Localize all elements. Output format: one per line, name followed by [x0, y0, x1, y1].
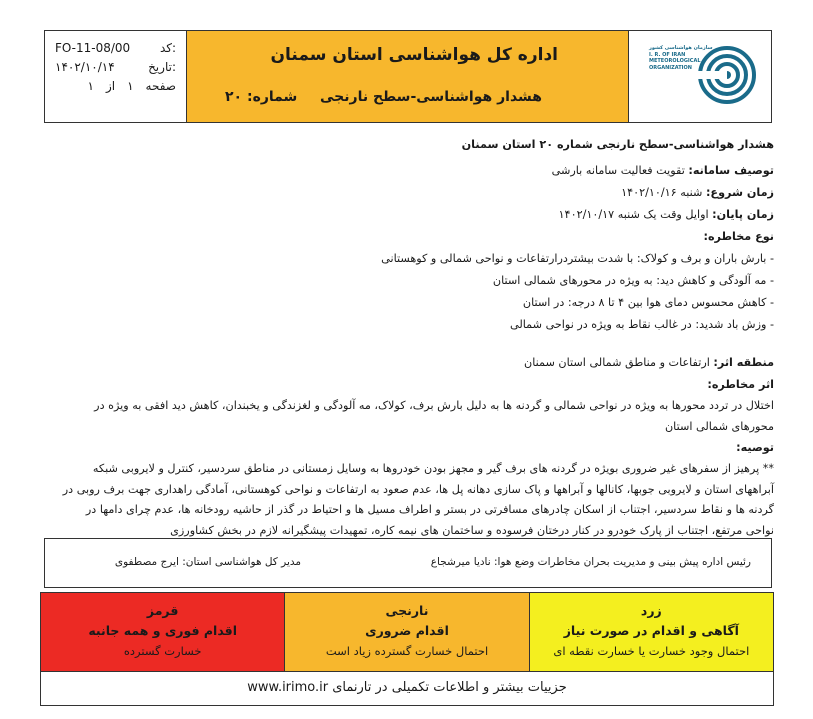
- forecast-head-signature: رئیس اداره پیش بینی و مدیریت بحران مخاطرات وضع هوا: نادیا میرشجاع: [430, 556, 751, 568]
- system-label: توصیف سامانه:: [688, 164, 774, 177]
- system-row: [56, 160, 774, 182]
- date-label: تاریخ:: [148, 60, 176, 74]
- level-yellow-action: آگاهی و اقدام در صورت نیاز: [563, 623, 739, 638]
- effect-text: اختلال در تردد محورها به ویژه در نواحی شمالی و گردنه ها به دلیل بارش برف، کولاک، مه آلودگی و لغزندگی و یخبندان، کاهش دید افقی به ویژه در محورهای شمالی استان: [94, 399, 774, 433]
- area-row: [56, 352, 774, 374]
- end-label: زمان پایان:: [712, 208, 774, 221]
- level-orange-action: اقدام ضروری: [365, 623, 449, 638]
- director-signature: مدیر کل هواشناسی استان: ایرج مصطفوی: [114, 556, 301, 568]
- area-value: ارتفاعات و مناطق شمالی استان سمنان: [524, 356, 714, 369]
- code-value: FO-11-08/00: [55, 41, 131, 55]
- document-meta: [45, 31, 187, 122]
- level-red: [41, 593, 285, 671]
- area-label: منطقه اثر:: [713, 356, 774, 369]
- warning-body: [56, 134, 774, 541]
- logo-text: سازمان هواشناسی کشور I. R. OF IRAN METEOROLOGICAL ORGANIZATION: [649, 45, 713, 71]
- page-number: ۱: [127, 79, 134, 93]
- level-orange-desc: احتمال خسارت گسترده زیاد است: [325, 644, 489, 658]
- effect-label: اثر مخاطره:: [707, 378, 774, 391]
- level-red-desc: خسارت گسترده: [123, 644, 202, 658]
- warning-subtitle: هشدار هواشناسی-سطح نارنجی: [320, 89, 542, 105]
- level-red-name: قرمز: [146, 603, 179, 618]
- warning-levels-legend: [40, 592, 774, 672]
- level-yellow-name: زرد: [640, 603, 662, 618]
- warning-heading: هشدار هواشناسی-سطح نارنجی شماره ۲۰ استان سمنان: [461, 138, 774, 151]
- hazard-label: نوع مخاطره:: [703, 230, 774, 243]
- signatures-box: [44, 538, 772, 588]
- level-yellow-desc: احتمال وجود خسارت یا خسارت نقطه ای: [553, 644, 750, 658]
- level-orange-name: نارنجی: [385, 603, 429, 618]
- page-of: از: [105, 79, 116, 93]
- org-title: اداره کل هواشناسی استان سمنان: [270, 45, 558, 65]
- level-red-action: اقدام فوری و همه جانبه: [88, 623, 238, 638]
- start-row: [56, 182, 774, 204]
- hazard-item: - بارش باران و برف و کولاک: با شدت بیشتردرارتفاعات و نواحی شمالی و کوهستانی: [381, 252, 774, 265]
- organization-logo: [629, 31, 771, 122]
- advice-text: ** پرهیز از سفرهای غیر ضروری بویژه در گردنه های برف گیر و مجهز بودن خودروها به وسایل زمستانی در مناطق سردسیر، کنترل و لایروبی شبکه آبراههای استان و لایروبی جوبها، کانالها و آبراهها و پاک سازی دهانه پل ها، عدم صعود به ارتفاعات و نواحی کوهستانی، آمادگی راهداری جهت برف روبی در گردنه ها و نقاط سردسیر، اجتناب از اسکان چادرهای مسافرتی در بستر و اطراف مسیل ها و احتیاط در گذر از حاشیه رودخانه ها، عدم چرای دامها در نواحی مرتفع، اجتناب از پارک خودرو در کنار درختان فرسوده و ساختمان های نیمه کاره، تمهیدات پیشگیرانه لازم در بخش کشاورزی: [62, 462, 774, 537]
- end-row: [56, 204, 774, 226]
- hazard-item: - کاهش محسوس دمای هوا بین ۴ تا ۸ درجه: در استان: [522, 296, 774, 309]
- end-value: اوایل وقت یک شنبه ۱۴۰۲/۱۰/۱۷: [558, 208, 713, 221]
- level-yellow: [530, 593, 773, 671]
- footer-website-note: جزییات بیشتر و اطلاعات تکمیلی در تارنمای www.irimo.ir: [40, 672, 774, 706]
- hazard-item: - مه آلودگی و کاهش دید: به ویژه در محورهای شمالی استان: [492, 274, 774, 287]
- start-value: شنبه ۱۴۰۲/۱۰/۱۶: [621, 186, 706, 199]
- level-orange: [285, 593, 529, 671]
- advice-label: توصیه:: [736, 441, 774, 454]
- code-label: کد:: [159, 41, 176, 55]
- document-header: [44, 30, 772, 123]
- date-value: ۱۴۰۲/۱۰/۱۴: [55, 60, 115, 74]
- hazard-item: - وزش باد شدید: در غالب نقاط به ویژه در نواحی شمالی: [510, 318, 774, 331]
- system-value: تقویت فعالیت سامانه بارشی: [551, 164, 689, 177]
- start-label: زمان شروع:: [705, 186, 774, 199]
- header-title-block: [187, 31, 629, 122]
- warning-number: شماره: ۲۰: [225, 89, 298, 105]
- page-label: صفحه: [145, 79, 176, 93]
- page-total: ۱: [87, 79, 94, 93]
- logo-spiral-icon: [697, 45, 757, 105]
